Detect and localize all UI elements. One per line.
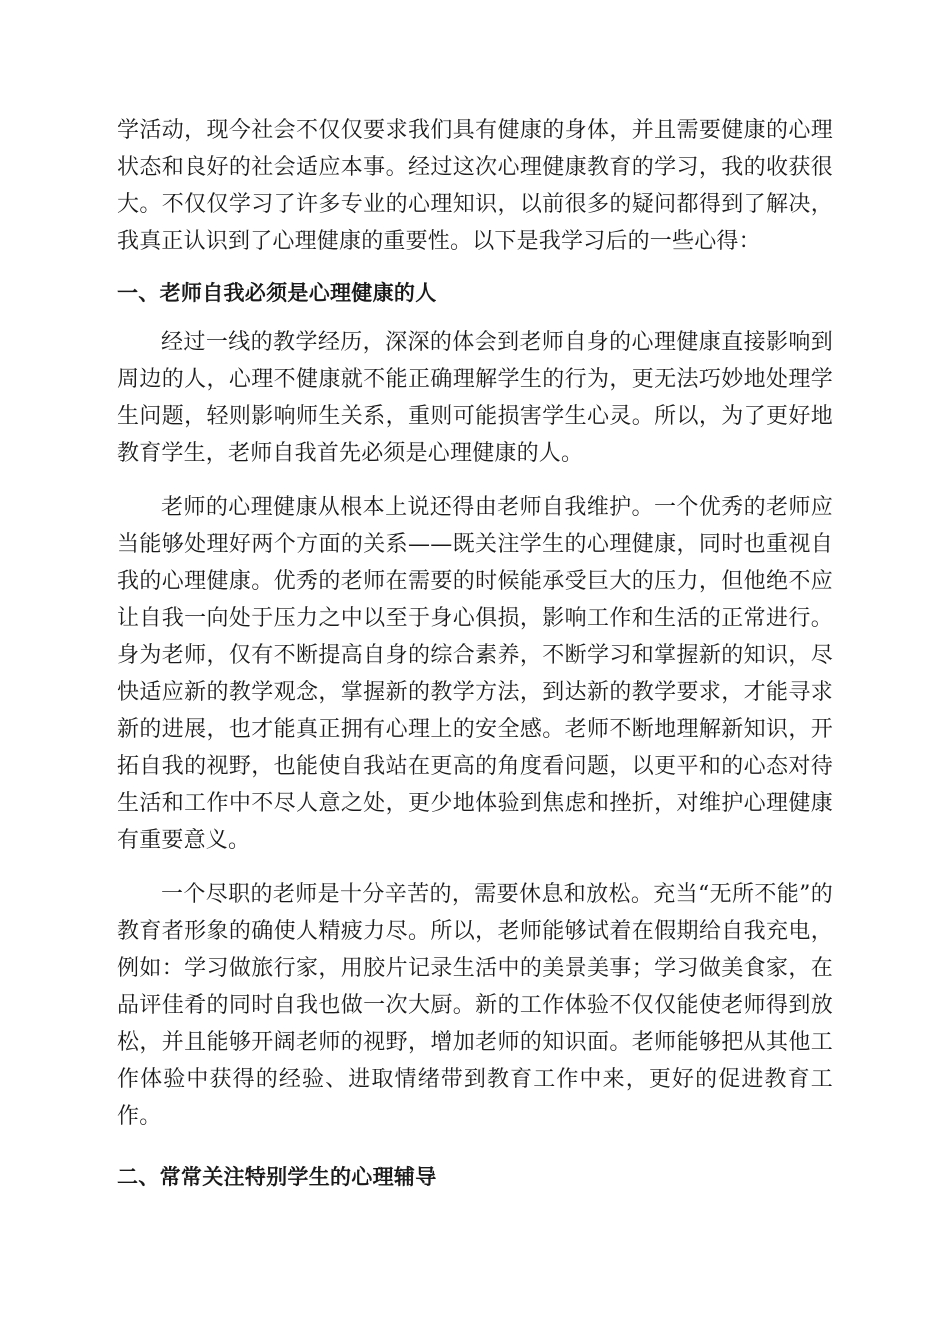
section-2-heading: 二、常常关注特别学生的心理辅导 xyxy=(117,1165,437,1189)
intro-paragraph: 学活动，现今社会不仅仅要求我们具有健康的身体，并且需要健康的心理状态和良好的社会适应本事。经过这次心理健康教育的学习，我的收获很大。不仅仅学习了许多专业的心理知识，以前很多的疑问都得到了解决，我真正认识到了心理健康的重要性。以下是我学习后的一些心得： xyxy=(117,118,833,254)
document-body xyxy=(117,112,833,1208)
section-1-heading: 一、老师自我必须是心理健康的人 xyxy=(117,281,437,305)
section-1-paragraph-1: 经过一线的教学经历，深深的体会到老师自身的心理健康直接影响到周边的人，心理不健康就不能正确理解学生的行为，更无法巧妙地处理学生问题，轻则影响师生关系，重则可能损害学生心灵。所以，为了更好地教育学生，老师自我首先必须是心理健康的人。 xyxy=(117,330,833,466)
section-1-paragraph-3: 一个尽职的老师是十分辛苦的，需要休息和放松。充当“无所不能”的教育者形象的确使人精疲力尽。所以，老师能够试着在假期给自我充电，例如：学习做旅行家，用胶片记录生活中的美景美事；学习做美食家，在品评佳肴的同时自我也做一次大厨。新的工作体验不仅仅能使老师得到放松，并且能够开阔老师的视野，增加老师的知识面。老师能够把从其他工作体验中获得的经验、进取情绪带到教育工作中来，更好的促进教育工作。 xyxy=(117,882,833,1129)
section-1-paragraph-2: 老师的心理健康从根本上说还得由老师自我维护。一个优秀的老师应当能够处理好两个方面的关系——既关注学生的心理健康，同时也重视自我的心理健康。优秀的老师在需要的时候能承受巨大的压力，但他绝不应让自我一向处于压力之中以至于身心俱损，影响工作和生活的正常进行。身为老师，仅有不断提高自身的综合素养，不断学习和掌握新的知识，尽快适应新的教学观念，掌握新的教学方法，到达新的教学要求，才能寻求新的进展，也才能真正拥有心理上的安全感。老师不断地理解新知识，开拓自我的视野，也能使自我站在更高的角度看问题，以更平和的心态对待生活和工作中不尽人意之处，更少地体验到焦虑和挫折，对维护心理健康有重要意义。 xyxy=(117,495,833,853)
